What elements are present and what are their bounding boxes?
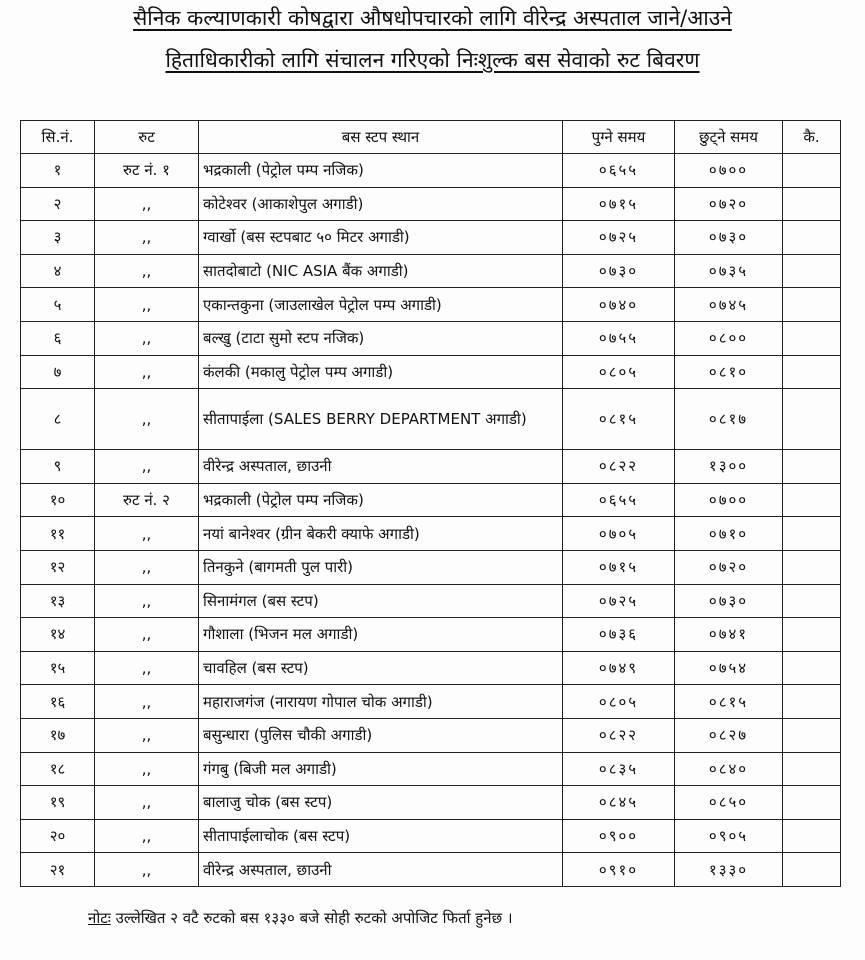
cell-remarks bbox=[783, 550, 841, 584]
cell-remarks bbox=[783, 321, 841, 355]
table-row bbox=[21, 254, 841, 288]
cell-remarks bbox=[783, 584, 841, 618]
cell-remarks bbox=[783, 154, 841, 188]
cell-route: ,, bbox=[95, 450, 199, 484]
cell-remarks bbox=[783, 450, 841, 484]
cell-departure-time: ०८१५ bbox=[675, 685, 783, 719]
cell-remarks bbox=[783, 389, 841, 450]
cell-departure-time: ०७३० bbox=[675, 584, 783, 618]
table-body bbox=[21, 154, 841, 887]
cell-serial-number: १२ bbox=[21, 550, 95, 584]
cell-arrival-time: ०८१५ bbox=[563, 389, 675, 450]
cell-route: ,, bbox=[95, 618, 199, 652]
cell-bus-stop: कंलकी (मकालु पेट्रोल पम्प अगाडी) bbox=[199, 355, 563, 389]
table-row bbox=[21, 786, 841, 820]
cell-bus-stop: ग्वार्खो (बस स्टपबाट ५० मिटर अगाडी) bbox=[199, 221, 563, 255]
cell-remarks bbox=[783, 254, 841, 288]
table-row bbox=[21, 517, 841, 551]
cell-remarks bbox=[783, 355, 841, 389]
cell-bus-stop: नयां बानेश्वर (ग्रीन बेकरी क्याफे अगाडी) bbox=[199, 517, 563, 551]
table-row bbox=[21, 355, 841, 389]
cell-departure-time: ०७२० bbox=[675, 550, 783, 584]
cell-arrival-time: ०८३५ bbox=[563, 752, 675, 786]
cell-route: ,, bbox=[95, 254, 199, 288]
note-text: उल्लेखित २ वटै रुटको बस १३३० बजे सोही रुटको अपोजिट फिर्ता हुनेछ । bbox=[115, 909, 513, 927]
cell-bus-stop: बसुन्धारा (पुलिस चौकी अगाडी) bbox=[199, 718, 563, 752]
note-label: नोटः bbox=[88, 909, 111, 927]
header-route: रुट bbox=[95, 121, 199, 154]
cell-bus-stop: बालाजु चोक (बस स्टप) bbox=[199, 786, 563, 820]
cell-arrival-time: ०८२२ bbox=[563, 718, 675, 752]
cell-route: ,, bbox=[95, 355, 199, 389]
cell-remarks bbox=[783, 517, 841, 551]
cell-arrival-time: ०८२२ bbox=[563, 450, 675, 484]
cell-route: ,, bbox=[95, 517, 199, 551]
table-row bbox=[21, 550, 841, 584]
header-arrival: पुग्ने समय bbox=[563, 121, 675, 154]
cell-departure-time: १३०० bbox=[675, 450, 783, 484]
cell-route: ,, bbox=[95, 752, 199, 786]
cell-serial-number: ७ bbox=[21, 355, 95, 389]
cell-departure-time: ०७०० bbox=[675, 483, 783, 517]
document-title-line-1: सैनिक कल्याणकारी कोषद्वारा औषधोपचारको लागि वीरेन्द्र अस्पताल जाने/आउने bbox=[133, 6, 732, 30]
cell-departure-time: ०७३५ bbox=[675, 254, 783, 288]
cell-route: ,, bbox=[95, 221, 199, 255]
cell-route: ,, bbox=[95, 718, 199, 752]
cell-remarks bbox=[783, 187, 841, 221]
cell-departure-time: ०८१७ bbox=[675, 389, 783, 450]
cell-serial-number: १५ bbox=[21, 651, 95, 685]
cell-arrival-time: ०६५५ bbox=[563, 483, 675, 517]
cell-bus-stop: सीतापाईलाचोक (बस स्टप) bbox=[199, 819, 563, 853]
cell-arrival-time: ०७३० bbox=[563, 254, 675, 288]
cell-serial-number: १३ bbox=[21, 584, 95, 618]
table-row bbox=[21, 819, 841, 853]
document-title-line-2: हिताधिकारीको लागि संचालन गरिएको निःशुल्क बस सेवाको रुट बिवरण bbox=[165, 48, 700, 72]
cell-arrival-time: ०८०५ bbox=[563, 355, 675, 389]
header-sn: सि.नं. bbox=[21, 121, 95, 154]
cell-route: रुट नं. २ bbox=[95, 483, 199, 517]
header-remarks: कै. bbox=[783, 121, 841, 154]
cell-serial-number: १४ bbox=[21, 618, 95, 652]
cell-serial-number: २० bbox=[21, 819, 95, 853]
cell-arrival-time: ०८४५ bbox=[563, 786, 675, 820]
cell-bus-stop: चावहिल (बस स्टप) bbox=[199, 651, 563, 685]
cell-remarks bbox=[783, 819, 841, 853]
cell-departure-time: ०७३० bbox=[675, 221, 783, 255]
cell-serial-number: १० bbox=[21, 483, 95, 517]
table-header-row bbox=[21, 121, 841, 154]
cell-bus-stop: एकान्तकुना (जाउलाखेल पेट्रोल पम्प अगाडी) bbox=[199, 288, 563, 322]
cell-bus-stop: गौशाला (भिजन मल अगाडी) bbox=[199, 618, 563, 652]
cell-bus-stop: वीरेन्द्र अस्पताल, छाउनी bbox=[199, 450, 563, 484]
table-row bbox=[21, 389, 841, 450]
cell-remarks bbox=[783, 618, 841, 652]
cell-arrival-time: ०७२५ bbox=[563, 584, 675, 618]
cell-route: ,, bbox=[95, 288, 199, 322]
table-row bbox=[21, 450, 841, 484]
table-row bbox=[21, 321, 841, 355]
cell-bus-stop: कोटेश्वर (आकाशेपुल अगाडी) bbox=[199, 187, 563, 221]
cell-departure-time: ०९०५ bbox=[675, 819, 783, 853]
table-row bbox=[21, 221, 841, 255]
cell-arrival-time: ०८०५ bbox=[563, 685, 675, 719]
cell-serial-number: २ bbox=[21, 187, 95, 221]
cell-remarks bbox=[783, 752, 841, 786]
cell-serial-number: १७ bbox=[21, 718, 95, 752]
cell-bus-stop: बल्खु (टाटा सुमो स्टप नजिक) bbox=[199, 321, 563, 355]
cell-remarks bbox=[783, 651, 841, 685]
cell-route: ,, bbox=[95, 853, 199, 887]
cell-departure-time: ०७४५ bbox=[675, 288, 783, 322]
cell-departure-time: ०८४० bbox=[675, 752, 783, 786]
cell-remarks bbox=[783, 718, 841, 752]
cell-route: ,, bbox=[95, 584, 199, 618]
cell-arrival-time: ०९०० bbox=[563, 819, 675, 853]
cell-remarks bbox=[783, 786, 841, 820]
bus-route-table bbox=[20, 120, 841, 887]
cell-departure-time: ०७२० bbox=[675, 187, 783, 221]
cell-remarks bbox=[783, 221, 841, 255]
cell-remarks bbox=[783, 685, 841, 719]
cell-serial-number: १९ bbox=[21, 786, 95, 820]
cell-serial-number: १८ bbox=[21, 752, 95, 786]
table-row bbox=[21, 752, 841, 786]
cell-arrival-time: ०७४० bbox=[563, 288, 675, 322]
cell-departure-time: ०८२७ bbox=[675, 718, 783, 752]
cell-departure-time: ०७५४ bbox=[675, 651, 783, 685]
cell-serial-number: ५ bbox=[21, 288, 95, 322]
cell-departure-time: ०८१० bbox=[675, 355, 783, 389]
cell-departure-time: ०८५० bbox=[675, 786, 783, 820]
cell-route: ,, bbox=[95, 819, 199, 853]
cell-serial-number: २१ bbox=[21, 853, 95, 887]
header-stop: बस स्टप स्थान bbox=[199, 121, 563, 154]
table-row bbox=[21, 288, 841, 322]
cell-departure-time: ०७१० bbox=[675, 517, 783, 551]
cell-route: ,, bbox=[95, 651, 199, 685]
cell-serial-number: ४ bbox=[21, 254, 95, 288]
cell-remarks bbox=[783, 288, 841, 322]
cell-remarks bbox=[783, 853, 841, 887]
cell-arrival-time: ०७५५ bbox=[563, 321, 675, 355]
header-departure: छुट्ने समय bbox=[675, 121, 783, 154]
cell-serial-number: ८ bbox=[21, 389, 95, 450]
cell-departure-time: १३३० bbox=[675, 853, 783, 887]
cell-bus-stop: गंगबु (बिजी मल अगाडी) bbox=[199, 752, 563, 786]
cell-arrival-time: ०७४९ bbox=[563, 651, 675, 685]
table-row bbox=[21, 651, 841, 685]
cell-route: ,, bbox=[95, 550, 199, 584]
cell-departure-time: ०८०० bbox=[675, 321, 783, 355]
cell-bus-stop: सिनामंगल (बस स्टप) bbox=[199, 584, 563, 618]
cell-bus-stop: सीतापाईला (SALES BERRY DEPARTMENT अगाडी) bbox=[199, 389, 563, 450]
cell-route: ,, bbox=[95, 321, 199, 355]
cell-route: ,, bbox=[95, 187, 199, 221]
table-row bbox=[21, 154, 841, 188]
cell-serial-number: ३ bbox=[21, 221, 95, 255]
cell-arrival-time: ०७१५ bbox=[563, 550, 675, 584]
cell-arrival-time: ०७०५ bbox=[563, 517, 675, 551]
table-row bbox=[21, 685, 841, 719]
cell-bus-stop: भद्रकाली (पेट्रोल पम्प नजिक) bbox=[199, 154, 563, 188]
cell-bus-stop: महाराजगंज (नारायण गोपाल चोक अगाडी) bbox=[199, 685, 563, 719]
cell-bus-stop: सातदोबाटो (NIC ASIA बैंक अगाडी) bbox=[199, 254, 563, 288]
cell-serial-number: १६ bbox=[21, 685, 95, 719]
cell-arrival-time: ०७२५ bbox=[563, 221, 675, 255]
cell-departure-time: ०७४१ bbox=[675, 618, 783, 652]
cell-departure-time: ०७०० bbox=[675, 154, 783, 188]
cell-route: ,, bbox=[95, 685, 199, 719]
cell-arrival-time: ०६५५ bbox=[563, 154, 675, 188]
cell-arrival-time: ०७१५ bbox=[563, 187, 675, 221]
table-row bbox=[21, 584, 841, 618]
table-row bbox=[21, 853, 841, 887]
cell-arrival-time: ०७३६ bbox=[563, 618, 675, 652]
cell-serial-number: ९ bbox=[21, 450, 95, 484]
cell-bus-stop: भद्रकाली (पेट्रोल पम्प नजिक) bbox=[199, 483, 563, 517]
table-row bbox=[21, 187, 841, 221]
cell-serial-number: ११ bbox=[21, 517, 95, 551]
table-row bbox=[21, 718, 841, 752]
cell-serial-number: १ bbox=[21, 154, 95, 188]
cell-serial-number: ६ bbox=[21, 321, 95, 355]
cell-route: रुट नं. १ bbox=[95, 154, 199, 188]
cell-bus-stop: तिनकुने (बागमती पुल पारी) bbox=[199, 550, 563, 584]
cell-route: ,, bbox=[95, 389, 199, 450]
cell-remarks bbox=[783, 483, 841, 517]
cell-route: ,, bbox=[95, 786, 199, 820]
cell-bus-stop: वीरेन्द्र अस्पताल, छाउनी bbox=[199, 853, 563, 887]
footer-note bbox=[88, 908, 513, 928]
table-row bbox=[21, 483, 841, 517]
cell-arrival-time: ०९१० bbox=[563, 853, 675, 887]
table-row bbox=[21, 618, 841, 652]
